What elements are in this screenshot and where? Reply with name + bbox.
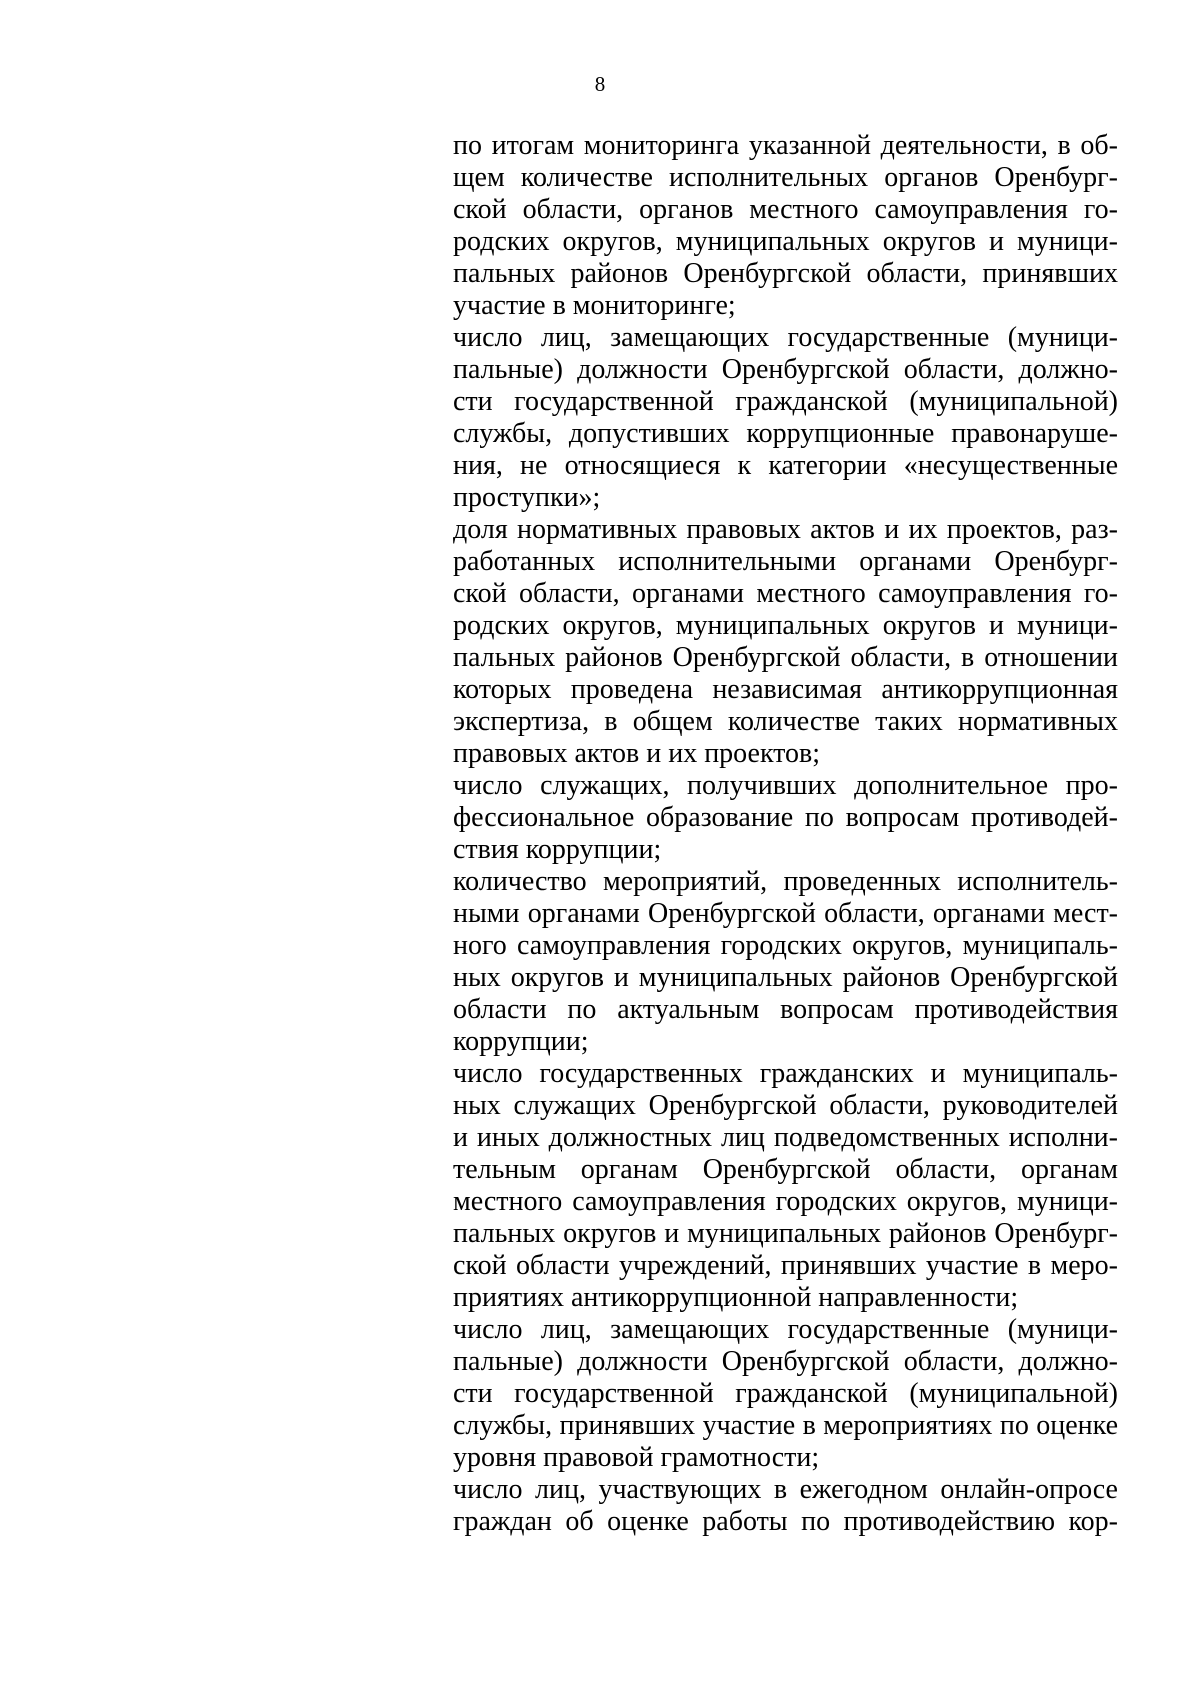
text-line: ской области учреждений, принявших участие в меро-: [453, 1250, 1118, 1281]
paragraph-training-count: [453, 770, 1118, 866]
text-line: приятиях антикоррупционной направленности;: [453, 1282, 1019, 1313]
text-line: пальных округов и муниципальных районов Оренбург-: [453, 1218, 1118, 1249]
text-line: службы, принявших участие в мероприятиях по оценке: [453, 1410, 1118, 1441]
text-line: число лиц, замещающих государственные (муници-: [453, 322, 1118, 353]
text-line: ного самоуправления городских округов, муниципаль-: [453, 930, 1118, 961]
paragraph-online-survey: [453, 1474, 1118, 1538]
paragraph-legal-literacy: [453, 1314, 1118, 1474]
text-line: число служащих, получивших дополнительное про-: [453, 770, 1118, 801]
text-line: число лиц, участвующих в ежегодном онлайн-опросе: [453, 1474, 1118, 1505]
text-line: пальных районов Оренбургской области, в отношении: [453, 642, 1118, 673]
text-line: доля нормативных правовых актов и их проектов, раз-: [453, 514, 1118, 545]
paragraph-monitoring-share: [453, 130, 1118, 322]
text-line: по итогам мониторинга указанной деятельности, в об-: [453, 130, 1118, 161]
paragraph-participants-count: [453, 1058, 1118, 1314]
text-line: пальных районов Оренбургской области, принявших: [453, 258, 1118, 289]
text-line: коррупции;: [453, 1026, 589, 1057]
text-line: ской области, органами местного самоуправления го-: [453, 578, 1118, 609]
paragraph-legal-acts-expertise: [453, 514, 1118, 770]
text-line: ных округов и муниципальных районов Оренбургской: [453, 962, 1118, 993]
text-line: число лиц, замещающих государственные (муници-: [453, 1314, 1118, 1345]
text-line: области по актуальным вопросам противодействия: [453, 994, 1118, 1025]
text-line: ния, не относящиеся к категории «несущественные: [453, 450, 1118, 481]
text-line: граждан об оценке работы по противодействию кор-: [453, 1506, 1118, 1537]
text-line: экспертиза, в общем количестве таких нормативных: [453, 706, 1118, 737]
paragraph-events-count: [453, 866, 1118, 1058]
paragraph-violations-count: [453, 322, 1118, 514]
text-line: пальные) должности Оренбургской области, должно-: [453, 1346, 1118, 1377]
text-line: тельным органам Оренбургской области, органам: [453, 1154, 1118, 1185]
text-line: правовых актов и их проектов;: [453, 738, 821, 769]
text-line: ской области, органов местного самоуправления го-: [453, 194, 1118, 225]
text-line: сти государственной гражданской (муниципальной): [453, 386, 1118, 417]
text-line: щем количестве исполнительных органов Оренбург-: [453, 162, 1118, 193]
text-line: число государственных гражданских и муниципаль-: [453, 1058, 1118, 1089]
text-line: местного самоуправления городских округов, муници-: [453, 1186, 1118, 1217]
text-line: проступки»;: [453, 482, 601, 513]
text-line: фессиональное образование по вопросам противодей-: [453, 802, 1118, 833]
text-line: уровня правовой грамотности;: [453, 1442, 820, 1473]
text-line: службы, допустивших коррупционные правонаруше-: [453, 418, 1118, 449]
text-line: работанных исполнительными органами Оренбург-: [453, 546, 1118, 577]
text-line: сти государственной гражданской (муниципальной): [453, 1378, 1118, 1409]
text-line: родских округов, муниципальных округов и муници-: [453, 610, 1118, 641]
text-line: участие в мониторинге;: [453, 290, 736, 321]
text-line: ствия коррупции;: [453, 834, 662, 865]
text-line: родских округов, муниципальных округов и муници-: [453, 226, 1118, 257]
text-line: количество мероприятий, проведенных исполнитель-: [453, 866, 1118, 897]
text-line: ными органами Оренбургской области, органами мест-: [453, 898, 1118, 929]
text-line: пальные) должности Оренбургской области, должно-: [453, 354, 1118, 385]
text-line: ных служащих Оренбургской области, руководителей: [453, 1090, 1118, 1121]
page-number: 8: [594, 72, 606, 96]
document-body: [453, 130, 1118, 1538]
text-line: которых проведена независимая антикоррупционная: [453, 674, 1118, 705]
text-line: и иных должностных лиц подведомственных исполни-: [453, 1122, 1118, 1153]
